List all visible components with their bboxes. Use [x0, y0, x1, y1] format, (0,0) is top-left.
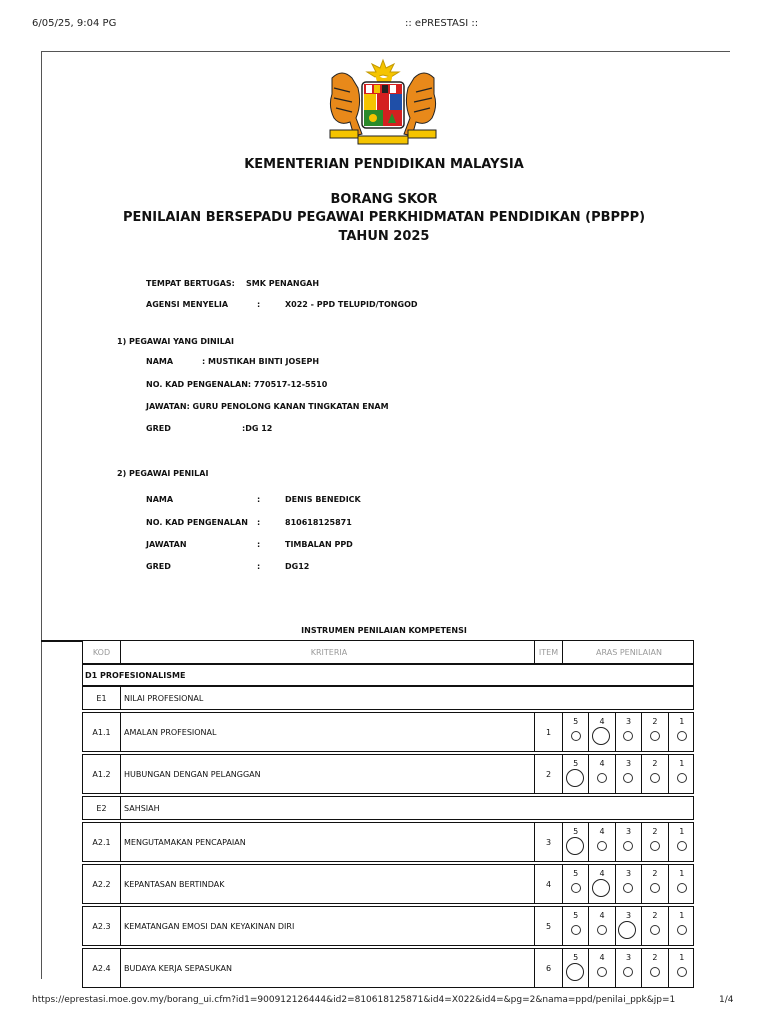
tempat-label: TEMPAT BERTUGAS: — [146, 279, 235, 288]
rating-radio[interactable] — [597, 967, 607, 977]
rating-level: 4 — [599, 953, 605, 962]
agensi-value: X022 - PPD TELUPID/TONGOD — [285, 300, 418, 309]
evaluator-kad-value: 810618125871 — [285, 518, 352, 527]
print-url: https://eprestasi.moe.gov.my/borang_ui.cfm?id1=900912126444&id2=810618125871&id4=X022&id4=&pg=2&nama=ppd/penilai_ppk&jp=1 — [32, 995, 676, 1005]
print-datetime: 6/05/25, 9:04 PG — [32, 18, 117, 29]
rating-level: 4 — [599, 827, 605, 836]
rating-option[interactable] — [669, 865, 695, 903]
rating-radio[interactable] — [677, 883, 687, 893]
rating-level: 4 — [599, 759, 605, 768]
column-header-item: ITEM — [535, 641, 563, 663]
rating-radio[interactable] — [623, 773, 633, 783]
evaluated-gred-value: :DG 12 — [242, 424, 273, 433]
row-kriteria: KEMATANGAN EMOSI DAN KEYAKINAN DIRI — [121, 907, 535, 945]
rating-radio[interactable] — [650, 967, 660, 977]
row-kriteria: AMALAN PROFESIONAL — [121, 713, 535, 751]
evaluator-jawatan-label: JAWATAN — [146, 540, 187, 549]
rating-level: 5 — [573, 869, 579, 878]
rating-option[interactable] — [642, 865, 668, 903]
rating-radio[interactable] — [677, 773, 687, 783]
ministry-name: KEMENTERIAN PENDIDIKAN MALAYSIA — [244, 157, 524, 172]
rating-level: 3 — [625, 827, 632, 836]
rating-option[interactable] — [563, 823, 589, 861]
rating-level: 2 — [652, 869, 658, 878]
rating-radio[interactable] — [597, 925, 607, 935]
evaluator-separator: : — [257, 562, 261, 571]
rating-selected-mark[interactable] — [592, 727, 610, 745]
rating-level: 3 — [625, 869, 632, 878]
domain-label: D1 PROFESIONALISME — [85, 670, 186, 680]
form-title-line1: BORANG SKOR — [330, 192, 438, 207]
evaluator-gred-value: DG12 — [285, 562, 310, 571]
rating-radio[interactable] — [650, 773, 660, 783]
rating-option[interactable] — [616, 907, 642, 945]
row-kriteria: MENGUTAMAKAN PENCAPAIAN — [121, 823, 535, 861]
rating-radio[interactable] — [677, 841, 687, 851]
rating-level: 4 — [599, 911, 605, 920]
rating-radio[interactable] — [571, 883, 581, 893]
rating-radio[interactable] — [650, 841, 660, 851]
row-kriteria: KEPANTASAN BERTINDAK — [121, 865, 535, 903]
rating-option[interactable] — [589, 713, 615, 751]
evaluator-separator: : — [257, 540, 261, 549]
rating-radio[interactable] — [650, 883, 660, 893]
evaluator-kad-label: NO. KAD PENGENALAN — [146, 518, 248, 527]
table-row — [82, 864, 694, 904]
rating-option[interactable] — [589, 755, 615, 793]
rating-selected-mark[interactable] — [592, 879, 610, 897]
row-kod: A2.2 — [83, 865, 121, 903]
rating-scale — [563, 755, 695, 793]
rating-radio[interactable] — [571, 731, 581, 741]
rating-level: 1 — [679, 759, 685, 768]
row-kriteria: SAHSIAH — [124, 803, 160, 813]
rating-option[interactable] — [669, 907, 695, 945]
rating-option[interactable] — [589, 907, 615, 945]
evaluated-nama-value: : MUSTIKAH BINTI JOSEPH — [202, 357, 320, 366]
table-row — [82, 712, 694, 752]
evaluator-separator: : — [257, 495, 261, 504]
column-header-kriteria: KRITERIA — [121, 641, 535, 663]
row-item: 5 — [535, 907, 563, 945]
row-kod: E2 — [83, 797, 121, 819]
table-row — [82, 948, 694, 988]
rating-scale — [563, 907, 695, 945]
form-border-left — [41, 51, 42, 979]
rating-level: 4 — [599, 869, 605, 878]
rating-option[interactable] — [589, 823, 615, 861]
rating-level: 1 — [679, 911, 685, 920]
coat-of-arms-icon — [322, 58, 444, 150]
rating-selected-mark[interactable] — [566, 769, 584, 787]
evaluator-nama-label: NAMA — [146, 495, 174, 504]
rating-option[interactable] — [616, 823, 642, 861]
rating-radio[interactable] — [650, 731, 660, 741]
column-header-aras: ARAS PENILAIAN — [596, 647, 662, 657]
rating-level: 3 — [625, 953, 632, 962]
rating-option[interactable] — [616, 755, 642, 793]
rating-level: 3 — [625, 717, 632, 726]
row-kod: A1.2 — [83, 755, 121, 793]
row-kriteria: NILAI PROFESIONAL — [124, 693, 204, 703]
row-item: 3 — [535, 823, 563, 861]
rating-radio[interactable] — [597, 841, 607, 851]
rating-option[interactable] — [589, 865, 615, 903]
rating-option[interactable] — [563, 865, 589, 903]
rating-option[interactable] — [616, 713, 642, 751]
rating-option[interactable] — [642, 713, 668, 751]
rating-selected-mark[interactable] — [618, 921, 636, 939]
rating-radio[interactable] — [677, 967, 687, 977]
rating-level: 2 — [652, 759, 658, 768]
agensi-separator: : — [257, 300, 261, 309]
assessment-table — [82, 640, 694, 980]
rating-option[interactable] — [669, 713, 695, 751]
row-kriteria: BUDAYA KERJA SEPASUKAN — [121, 949, 535, 987]
rating-option[interactable] — [642, 907, 668, 945]
rating-option[interactable] — [642, 755, 668, 793]
rating-option[interactable] — [616, 865, 642, 903]
rating-radio[interactable] — [623, 731, 633, 741]
rating-level: 5 — [573, 759, 579, 768]
row-kod: A2.1 — [83, 823, 121, 861]
row-kod: A2.3 — [83, 907, 121, 945]
evaluator-separator: : — [257, 518, 261, 527]
rating-radio[interactable] — [677, 925, 687, 935]
rating-option[interactable] — [616, 949, 642, 987]
rating-level: 1 — [679, 717, 685, 726]
evaluated-heading: 1) PEGAWAI YANG DINILAI — [117, 337, 234, 346]
evaluated-gred-label: GRED — [146, 424, 171, 433]
evaluator-heading: 2) PEGAWAI PENILAI — [117, 469, 209, 478]
rating-level: 5 — [573, 911, 579, 920]
evaluator-gred-label: GRED — [146, 562, 171, 571]
rating-option[interactable] — [669, 823, 695, 861]
rating-option[interactable] — [669, 949, 695, 987]
rating-level: 2 — [652, 717, 658, 726]
row-kod: A1.1 — [83, 713, 121, 751]
form-title-line3: TAHUN 2025 — [338, 229, 430, 244]
rating-radio[interactable] — [623, 841, 633, 851]
table-row — [82, 754, 694, 794]
row-kod: A2.4 — [83, 949, 121, 987]
group-row — [82, 686, 694, 710]
evaluated-jawatan: JAWATAN: GURU PENOLONG KANAN TINGKATAN ENAM — [146, 402, 389, 411]
rating-level: 1 — [679, 953, 685, 962]
rating-level: 2 — [652, 911, 658, 920]
group-row — [82, 796, 694, 820]
rating-selected-mark[interactable] — [566, 963, 584, 981]
rating-level: 2 — [652, 953, 658, 962]
rating-option[interactable] — [642, 823, 668, 861]
rating-radio[interactable] — [677, 731, 687, 741]
form-title-line2: PENILAIAN BERSEPADU PEGAWAI PERKHIDMATAN PENDIDIKAN (PBPPP) — [122, 210, 646, 225]
domain-row — [82, 664, 694, 686]
print-page-number: 1/4 — [719, 995, 734, 1005]
evaluated-nama-label: NAMA — [146, 357, 174, 366]
rating-option[interactable] — [563, 949, 589, 987]
agensi-label: AGENSI MENYELIA — [146, 300, 229, 309]
rating-option[interactable] — [642, 949, 668, 987]
table-left-rule — [41, 640, 82, 642]
table-row — [82, 822, 694, 862]
rating-radio[interactable] — [650, 925, 660, 935]
table-row — [82, 906, 694, 946]
instrument-title: INSTRUMEN PENILAIAN KOMPETENSI — [301, 626, 467, 635]
rating-level: 5 — [573, 953, 579, 962]
rating-scale — [563, 823, 695, 861]
rating-option[interactable] — [563, 713, 589, 751]
row-kriteria: HUBUNGAN DENGAN PELANGGAN — [121, 755, 535, 793]
rating-radio[interactable] — [623, 967, 633, 977]
evaluator-nama-value: DENIS BENEDICK — [285, 495, 361, 504]
table-header-row — [82, 640, 694, 664]
rating-radio[interactable] — [623, 883, 633, 893]
rating-level: 4 — [599, 717, 605, 726]
row-item: 4 — [535, 865, 563, 903]
row-item: 6 — [535, 949, 563, 987]
rating-radio[interactable] — [597, 773, 607, 783]
row-item: 2 — [535, 755, 563, 793]
evaluated-kad: NO. KAD PENGENALAN: 770517-12-5510 — [146, 380, 328, 389]
rating-level: 3 — [625, 759, 632, 768]
rating-radio[interactable] — [571, 925, 581, 935]
rating-level: 2 — [652, 827, 658, 836]
column-header-kod: KOD — [83, 641, 121, 663]
evaluator-jawatan-value: TIMBALAN PPD — [285, 540, 353, 549]
rating-level: 5 — [573, 827, 579, 836]
rating-scale — [563, 713, 695, 751]
rating-level: 1 — [679, 827, 685, 836]
rating-level: 1 — [679, 869, 685, 878]
rating-option[interactable] — [589, 949, 615, 987]
rating-option[interactable] — [669, 755, 695, 793]
form-border-top — [41, 51, 730, 52]
print-page-title: :: ePRESTASI :: — [405, 18, 479, 29]
rating-level: 5 — [573, 717, 579, 726]
tempat-value: SMK PENANGAH — [246, 279, 320, 288]
rating-option[interactable] — [563, 907, 589, 945]
row-item: 1 — [535, 713, 563, 751]
rating-selected-mark[interactable] — [566, 837, 584, 855]
rating-scale — [563, 865, 695, 903]
rating-option[interactable] — [563, 755, 589, 793]
rating-level: 3 — [625, 911, 632, 920]
row-kod: E1 — [83, 687, 121, 709]
rating-scale — [563, 949, 695, 987]
